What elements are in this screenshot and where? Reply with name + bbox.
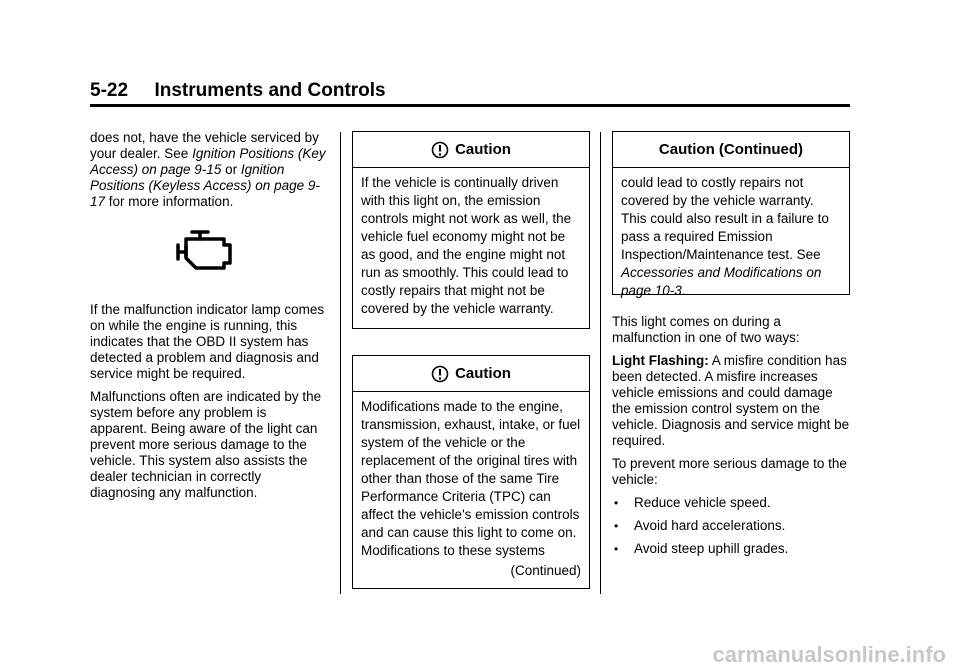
- link-accessories-modifications[interactable]: Accessories and Modifications on page 10-3: [621, 265, 822, 298]
- malfunction-indication-paragraph: Malfunctions often are indicated by the system before any problem is apparent. Being aware of the light can prevent more serious damage to the vehicle. This system also assists the dealer technician in correctly diagnosing any malfunction.: [90, 389, 322, 500]
- caution-body: [353, 392, 589, 580]
- caution-body-text: could lead to costly repairs not covered by the vehicle warranty. This could also result in a failure to pass a required Emission Inspection/Maintenance test. See: [621, 175, 829, 262]
- caution-box-continued: [612, 131, 850, 298]
- list-item: • Avoid steep uphill grades.: [612, 541, 852, 557]
- malfunction-ways-paragraph: This light comes on during a malfunction in one of two ways:: [612, 314, 800, 345]
- list-item: • Reduce vehicle speed.: [612, 495, 852, 511]
- caution-body-end: .: [681, 283, 686, 298]
- caution-body-text: Modifications made to the engine, transmission, exhaust, intake, or fuel system of the vehicle or the replacement of the original tires with other than those of the same Tire Performance Criteria (TPC) can affect the vehicle's emission controls and can cause this light to come on. Modifications to these systems: [361, 399, 581, 558]
- column-divider-right: [600, 132, 601, 594]
- column-left: [90, 130, 326, 508]
- intro-text-end: for more information.: [105, 194, 234, 209]
- light-flashing-paragraph: [612, 353, 852, 449]
- check-engine-icon: [172, 228, 240, 276]
- caution-title: Caution (Continued): [658, 140, 804, 158]
- caution-box-emissions: [352, 131, 590, 329]
- link-ignition-keyless-access[interactable]: Ignition Positions (Keyless Access) on page 9-17: [90, 162, 320, 209]
- prevention-list: [612, 495, 852, 557]
- intro-paragraph: [90, 130, 326, 210]
- caution-body: If the vehicle is continually driven with this light on, the emission controls might not work as well, the vehicle fuel economy might not be as good, and the engine might not run as smoothly. This could lead to costly repairs that might not be covered by the vehicle warranty.: [361, 175, 572, 316]
- column-divider-left: [340, 132, 341, 594]
- caution-header: [353, 356, 589, 392]
- list-item: • Avoid hard accelerations.: [612, 518, 852, 534]
- intro-text: does not, have the vehicle serviced by your dealer. See: [90, 130, 319, 161]
- caution-title: Caution: [455, 364, 511, 382]
- intro-text-or: or: [221, 162, 241, 177]
- caution-header: [353, 132, 589, 168]
- page-number: 5-22: [90, 80, 129, 101]
- malfunction-lamp-paragraph: If the malfunction indicator lamp comes on while the engine is running, this indicates that the OBD II system has detected a problem and diagnosis and service might be required.: [90, 302, 325, 381]
- caution-box-modifications: [352, 355, 590, 589]
- continued-label: (Continued): [510, 563, 581, 578]
- warning-circle-icon: [431, 365, 449, 383]
- watermark: carmanualsonline.info: [712, 642, 946, 667]
- prevent-damage-paragraph: To prevent more serious damage to the vehicle:: [612, 456, 847, 487]
- page-header: [90, 80, 386, 102]
- warning-circle-icon: [431, 141, 449, 159]
- caution-title: Caution: [455, 140, 511, 158]
- caution-body: [613, 168, 849, 300]
- column-right: [612, 314, 852, 564]
- header-rule: [90, 104, 850, 107]
- light-flashing-text: A misfire condition has been detected. A misfire increases vehicle emissions and could damage the emission control system on the vehicle. Diagnosis and service might be required.: [612, 353, 850, 448]
- caution-header: [613, 132, 849, 168]
- light-flashing-label: Light Flashing:: [612, 353, 709, 368]
- link-ignition-key-access[interactable]: Ignition Positions (Key Access) on page 9-15: [90, 146, 326, 177]
- section-title: Instruments and Controls: [154, 80, 386, 101]
